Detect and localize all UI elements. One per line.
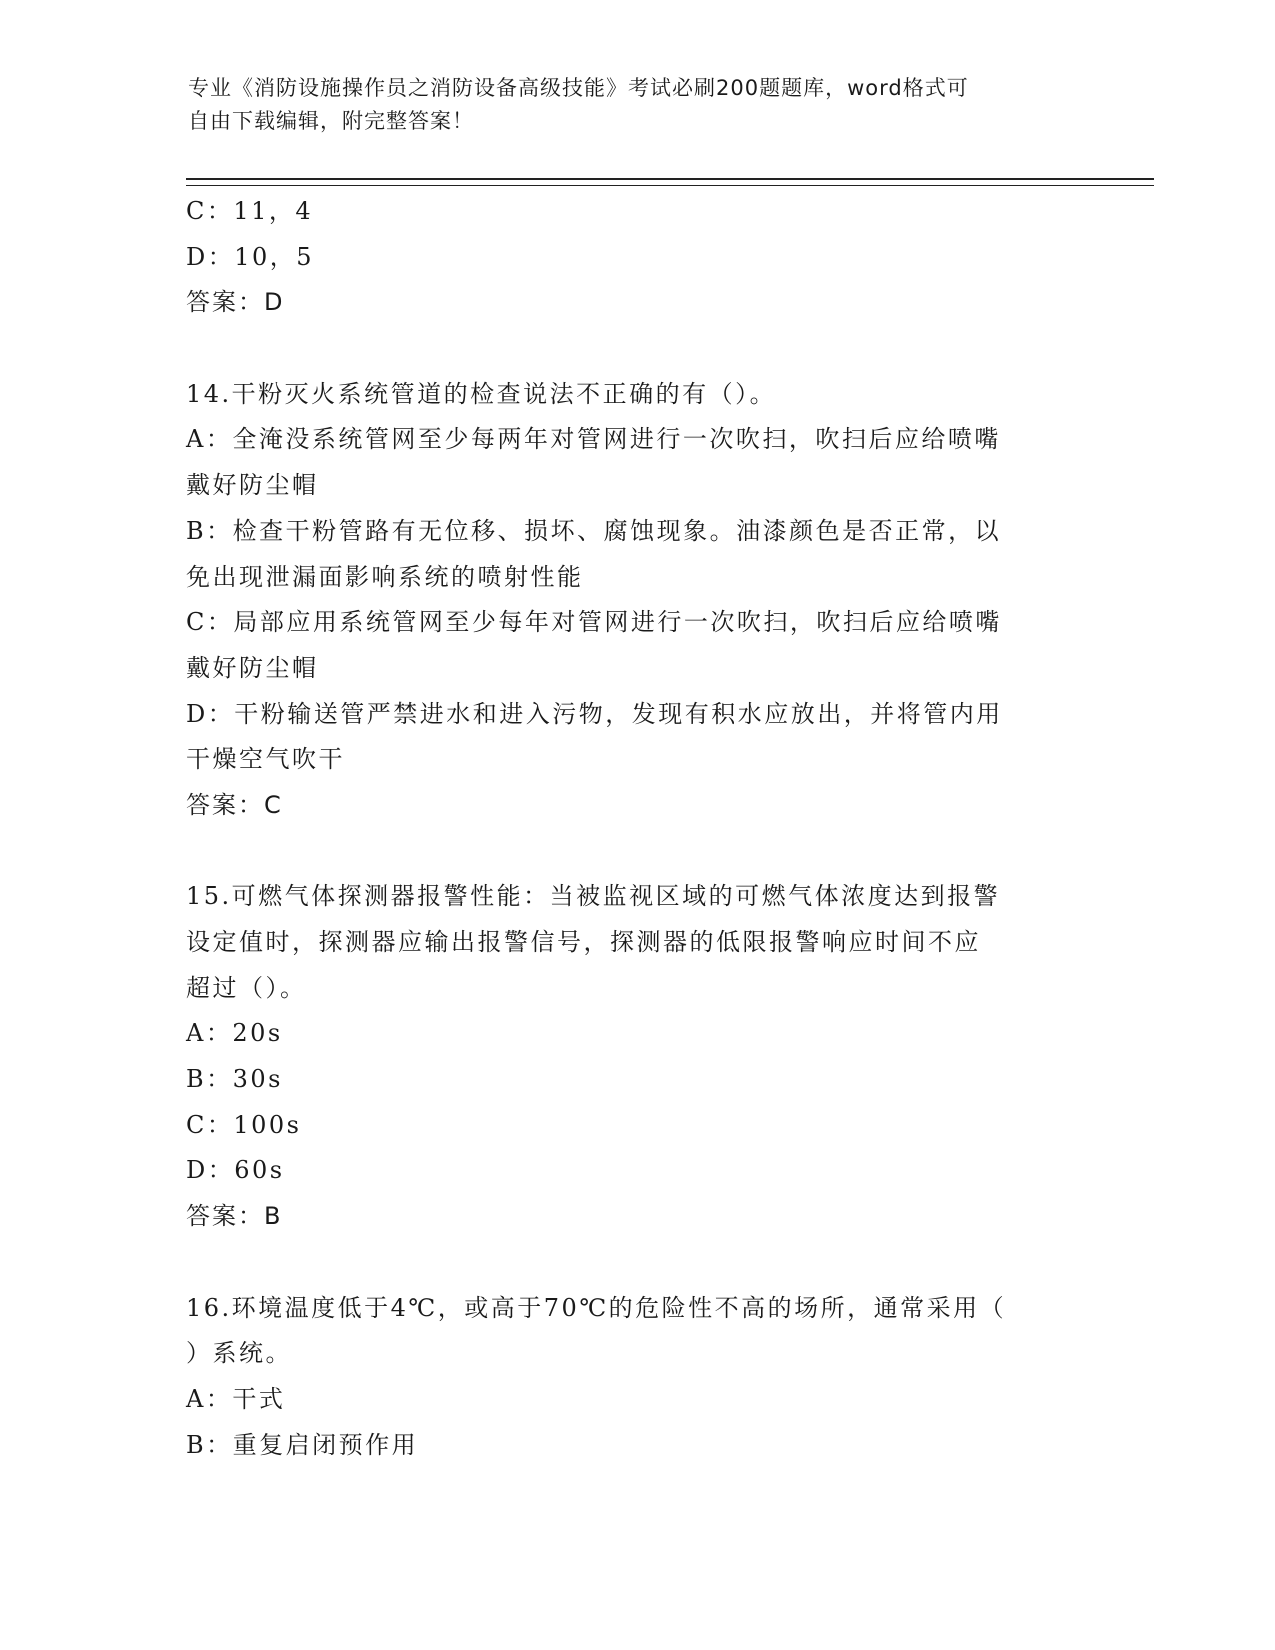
question-stem-cont: 超过（）。 [186, 973, 307, 1002]
option-c: C：11，4 [186, 197, 314, 225]
option-b: B：重复启闭预作用 [186, 1430, 419, 1459]
spacer [186, 326, 1086, 372]
question-stem: 15.可燃气体探测器报警性能：当被监视区域的可燃气体浓度达到报警 [186, 882, 1001, 911]
spacer [186, 829, 1086, 875]
question-stem: 14.干粉灭火系统管道的检查说法不正确的有（）。 [186, 379, 777, 408]
option-c: C：100s [186, 1110, 302, 1139]
document-header [188, 72, 1088, 138]
answer-line: 答案：D [186, 288, 285, 317]
header-line-1: 专业《消防设施操作员之消防设备高级技能》考试必刷200题题库，word格式可 [188, 76, 969, 100]
option-c: C：局部应用系统管网至少每年对管网进行一次吹扫，吹扫后应给喷嘴 [186, 608, 1002, 637]
option-b: B：30s [186, 1065, 283, 1094]
option-d: D：干粉输送管严禁进水和进入污物，发现有积水应放出，并将管内用 [186, 699, 1003, 728]
option-a: A：干式 [186, 1384, 286, 1413]
spacer [186, 1240, 1086, 1286]
option-d-cont: 干燥空气吹干 [186, 745, 345, 774]
question-stem: 16.环境温度低于4℃，或高于70℃的危险性不高的场所，通常采用（ [186, 1293, 1007, 1322]
option-b-cont: 免出现泄漏面影响系统的喷射性能 [186, 562, 584, 591]
question-stem-cont: ）系统。 [186, 1339, 292, 1368]
option-d: D：10，5 [186, 242, 315, 271]
option-c-cont: 戴好防尘帽 [186, 653, 319, 682]
option-a: A：20s [186, 1019, 283, 1048]
answer-line: 答案：C [186, 790, 283, 819]
header-divider [186, 178, 1154, 186]
option-b: B：检查干粉管路有无位移、损坏、腐蚀现象。油漆颜色是否正常，以 [186, 516, 1002, 545]
header-line-2: 自由下载编辑，附完整答案！ [188, 109, 474, 133]
question-stem-cont: 设定值时，探测器应输出报警信号，探测器的低限报警响应时间不应 [186, 928, 981, 956]
answer-line: 答案：B [186, 1202, 283, 1231]
option-d: D：60s [186, 1156, 285, 1185]
question-content [186, 189, 1086, 1468]
option-a: A：全淹没系统管网至少每两年对管网进行一次吹扫，吹扫后应给喷嘴 [186, 425, 1001, 454]
option-a-cont: 戴好防尘帽 [186, 471, 319, 500]
